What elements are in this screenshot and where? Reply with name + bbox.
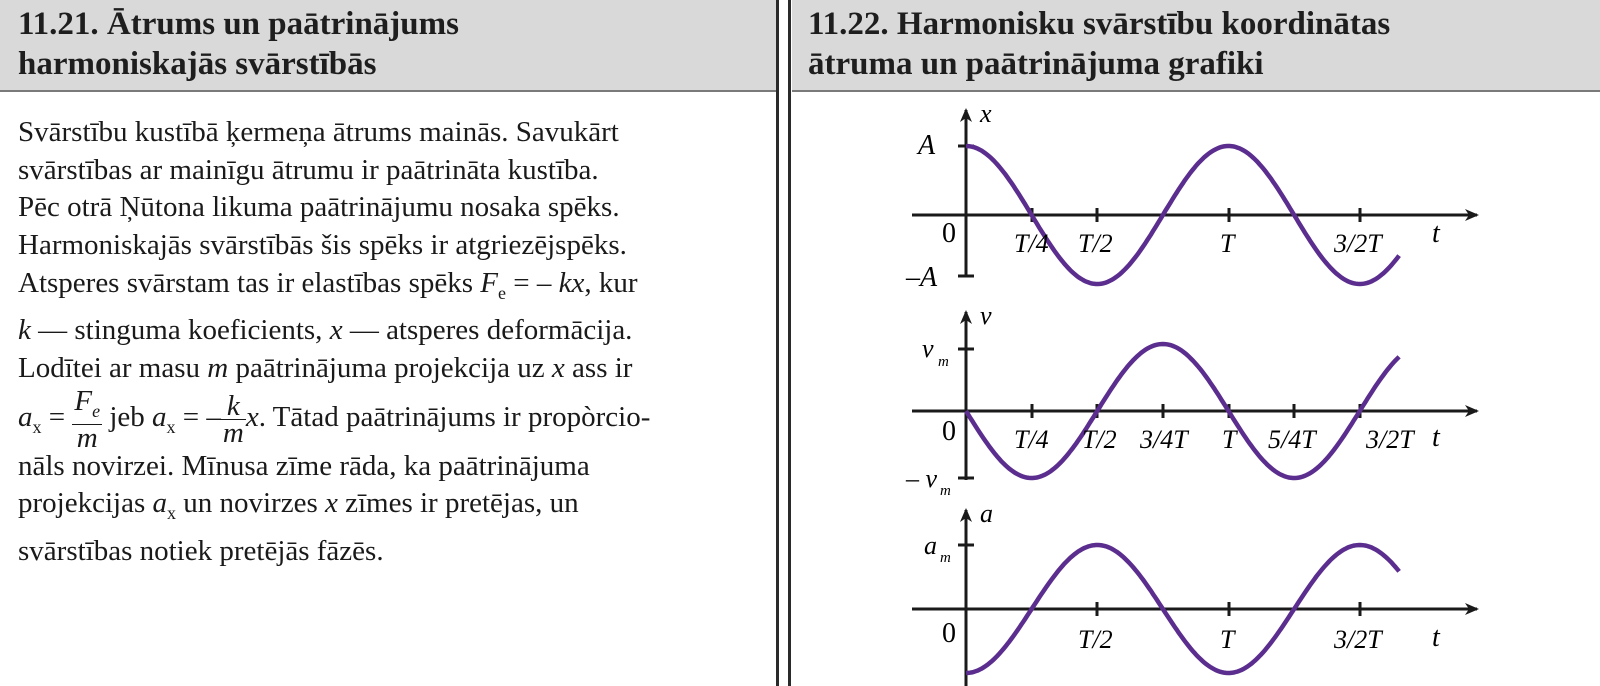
left-heading-line-1: 11.21. Ātrums un paātrinājums [18,6,459,42]
left-heading-line-2: harmoniskajās svārstībās [18,46,377,82]
left-heading-band [0,0,778,92]
right-heading [808,4,1390,84]
symbol-m: m [207,352,229,385]
text-line-5 [18,265,760,313]
g1-axis-y-label: x [980,99,992,128]
text-line-4: Harmoniskajās svārstībās šis spēks ir atgriezējspēks. [18,229,627,262]
fraction-F-over-m [72,384,102,454]
text-line-5-c: , kur [584,266,638,299]
oscillation-graphs [792,90,1600,686]
symbol-F-sub: e [498,282,507,303]
column-divider-right [788,0,791,686]
right-section [792,0,1600,686]
text-line-7 [18,350,760,388]
text-line-7-b: paātrinājuma projekcija uz [228,352,552,385]
formula-a: a [18,400,33,433]
fraction-1-num-sub: e [92,400,101,421]
symbol-k: k [18,314,31,347]
g1-ytick-top-label: A [918,130,936,161]
g3-axis-y-label: a [980,499,993,528]
text-line-9: nāls novirzei. Mīnusa zīme rāda, ka paātrinājuma [18,449,590,482]
g2-xtick-5-label: 5/4T [1268,425,1316,454]
fraction-1-denominator: m [76,421,98,454]
formula-a-2: a [152,400,167,433]
text-line-7-c: ass ir [564,352,633,385]
text-line-5-eq: = – [513,266,559,299]
g3-xtick-3-label: 3/2T [1334,625,1382,654]
symbol-F: F [480,266,499,299]
g3-ytick-top-sub: m [940,550,951,566]
g2-ytick-bottom-label: – v [906,464,938,493]
g3-axis-t-label: t [1432,622,1440,653]
text-line-3: Pēc otrā Ņūtona likuma paātrinājumu nosaka spēks. [18,191,620,224]
graph-displacement [905,99,1477,293]
left-heading [18,4,459,84]
left-section [0,0,778,686]
g2-axis-t-label: t [1432,422,1440,453]
symbol-kx: kx [558,266,585,299]
g2-xtick-4-label: T [1222,425,1237,454]
g1-ytick-bottom-label: –A [906,262,938,293]
graph-velocity [905,301,1477,499]
g1-axis-t-label: t [1432,218,1440,249]
text-line-10 [18,485,760,533]
g1-zero-label: 0 [942,218,956,249]
text-line-11: svārstības notiek pretējās fāzēs. [18,534,384,567]
right-heading-band [792,0,1600,92]
g2-axis-y-label: v [980,301,992,330]
column-divider-left [776,0,779,686]
text-line-7-a: Lodītei ar masu [18,352,208,385]
g1-xtick-3-label: T [1220,229,1235,258]
formula-x: x [245,400,259,433]
g3-ytick-top-label: a [924,531,937,560]
text-line-6 [18,312,760,350]
fraction-1-numerator [72,384,102,425]
g2-zero-label: 0 [942,416,956,447]
symbol-ax: a [152,487,167,520]
g2-ytick-top-label: v [922,334,934,363]
text-line-6-a: — stinguma koeficients, [30,314,330,347]
right-heading-line-1: 11.22. Harmonisku svārstību koordinātas [808,6,1391,42]
fraction-k-over-m [221,389,246,449]
g2-xtick-2-label: T/2 [1082,425,1117,454]
g2-xtick-1-label: T/4 [1014,425,1049,454]
g2-xtick-3-label: 3/4T [1140,425,1188,454]
symbol-x-2: x [551,352,565,385]
g1-xtick-4-label: 3/2T [1334,229,1382,258]
g3-xtick-2-label: T [1220,625,1235,654]
text-line-5-a: Atsperes svārstam tas ir elastības spēks [18,266,474,299]
g1-xtick-1-label: T/4 [1014,229,1049,258]
formula-jeb: jeb [102,400,153,433]
right-heading-line-2: ātruma un paātrinājuma grafiki [808,46,1264,82]
g2-xtick-6-label: 3/2T [1366,425,1414,454]
text-line-10-b: un novirzes [175,487,325,520]
graph-acceleration [912,499,1477,686]
formula-eq-2: = – [175,400,221,433]
fraction-1-num-F: F [74,384,93,417]
fraction-2-denominator: m [222,416,244,449]
text-line-10-a: projekcijas [18,487,153,520]
formula-a-2-sub: x [166,416,176,437]
formula-tail: . Tātad paātrinājums ir propòrcio- [258,400,651,433]
text-line-1: Svārstību kustībā ķermeņa ātrums mainās. Savukārt [18,116,619,148]
g3-xtick-1-label: T/2 [1078,625,1113,654]
symbol-x-3: x [324,487,338,520]
left-body-text [18,114,760,571]
g1-xtick-2-label: T/2 [1078,229,1113,258]
fraction-2-numerator: k [221,393,246,420]
text-line-10-c: zīmes ir pretējas, un [337,487,579,520]
symbol-x: x [329,314,343,347]
formula-line [18,384,760,454]
g2-ytick-bottom-sub: m [940,483,951,499]
text-line-6-b: — atsperes deformācija. [342,314,633,347]
g2-ytick-top-sub: m [938,354,949,370]
formula-a-sub: x [32,416,42,437]
symbol-ax-sub: x [166,503,176,524]
formula-eq: = [41,400,73,433]
g3-zero-label: 0 [942,618,956,649]
text-line-2: svārstības ar mainīgu ātrumu ir paātrināta kustība. [18,153,599,186]
